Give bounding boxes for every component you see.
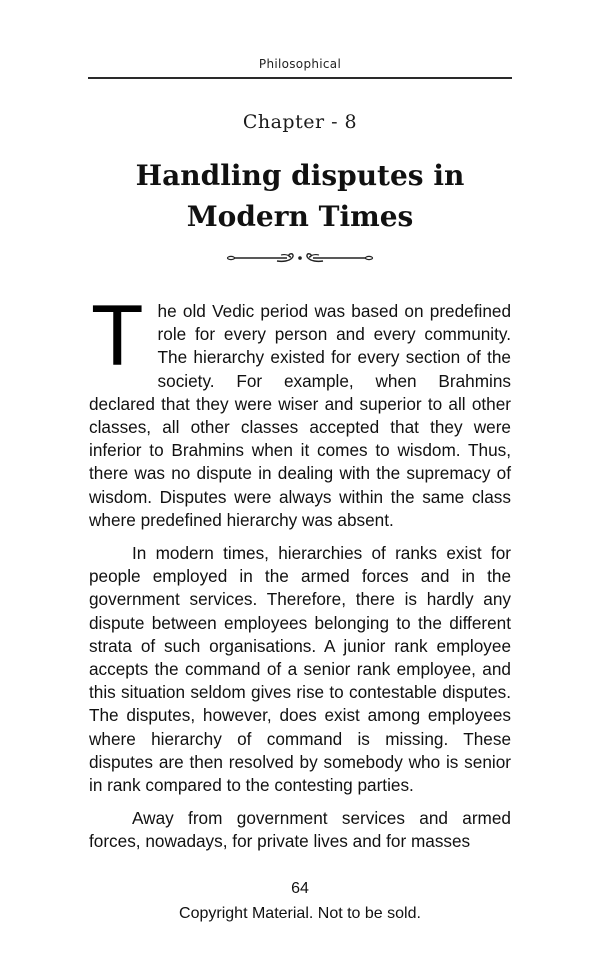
- paragraph-1-text: he old Vedic period was based on predefined role for every person and every community. The hierarchy existed for every section of the society. For example, when Brahmins declared that they were wiser and superior to all other classes, all other classes accepted that they were inferior to Brahmins when it comes to wisdom. Thus, there was no dispute in dealing with the supremacy of wisdom. Disputes were always within the same class where predefined hierarchy was absent.: [89, 301, 511, 530]
- page-number: 64: [291, 880, 309, 897]
- header-rule: [88, 77, 512, 79]
- chapter-title-line-2: Modern Times: [186, 200, 414, 233]
- chapter-body: [89, 288, 511, 864]
- paragraph-1: [89, 288, 511, 532]
- paragraph-3: Away from government services and armed forces, nowadays, for private lives and for masses: [89, 808, 511, 852]
- copyright-notice: Copyright Material. Not to be sold.: [179, 905, 421, 922]
- paragraph-2: In modern times, hierarchies of ranks exist for people employed in the armed forces and in the government services. Therefore, there is hardly any dispute between employees belonging to the different strata of such organisations. A junior rank employee accepts the command of a senior rank employee, and this situation seldom gives rise to contestable disputes. The disputes, however, does exist among employees where hierarchy of command is missing. These disputes are then resolved by somebody who is senior in rank compared to the contesting parties.: [89, 543, 511, 796]
- flourish-divider-icon: [225, 250, 375, 266]
- drop-cap: T: [91, 288, 144, 384]
- chapter-label: Chapter - 8: [242, 111, 358, 133]
- running-header: Philosophical: [258, 57, 342, 71]
- chapter-title: [0, 155, 600, 237]
- chapter-title-line-1: Handling disputes in: [135, 159, 465, 192]
